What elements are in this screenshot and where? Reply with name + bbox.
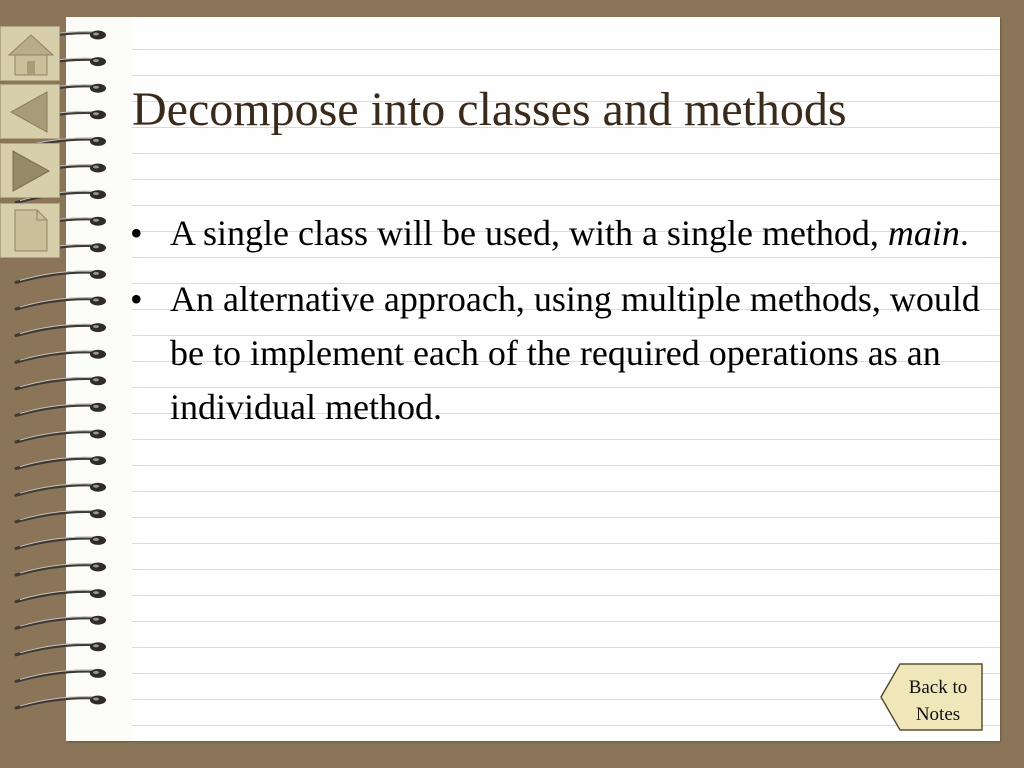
- spiral-ring: [16, 509, 106, 522]
- spiral-ring: [16, 536, 106, 549]
- spiral-ring: [16, 483, 106, 496]
- previous-icon: [1, 85, 59, 138]
- bullet-text-before: An alternative approach, using multiple methods, would be to implement each of the required operations as an individual method.: [170, 279, 980, 427]
- spiral-ring: [16, 616, 106, 629]
- previous-slide-button[interactable]: [0, 84, 60, 139]
- bullet-emphasis: main: [887, 213, 960, 253]
- home-icon: [1, 27, 59, 80]
- bullet-item: [130, 272, 990, 434]
- bullet-list: [130, 206, 990, 446]
- document-button[interactable]: [0, 203, 60, 258]
- bullet-text: [170, 213, 969, 253]
- spiral-ring: [16, 563, 106, 576]
- document-icon: [1, 204, 59, 257]
- spiral-ring: [16, 696, 106, 709]
- spiral-ring: [16, 376, 106, 389]
- spiral-ring: [16, 323, 106, 336]
- bullet-item: [130, 206, 990, 260]
- spiral-ring: [16, 403, 106, 416]
- spiral-ring: [16, 642, 106, 655]
- back-to-notes-button[interactable]: [880, 662, 984, 732]
- back-to-notes-label: [896, 674, 980, 728]
- slide-title: Decompose into classes and methods: [132, 83, 847, 136]
- spiral-ring: [16, 669, 106, 682]
- spiral-ring: [16, 589, 106, 602]
- back-label-line1: Back to: [908, 677, 968, 698]
- spiral-ring: [16, 297, 106, 310]
- next-slide-button[interactable]: [0, 143, 60, 198]
- bullet-text-before: A single class will be used, with a single method,: [170, 213, 888, 253]
- bullet-marker: •: [130, 213, 143, 253]
- bullet-text-after: .: [959, 213, 969, 253]
- bullet-text: [170, 279, 980, 427]
- bullet-marker: •: [130, 279, 143, 319]
- spiral-ring: [16, 350, 106, 363]
- back-label-line2: Notes: [915, 704, 961, 725]
- home-button[interactable]: [0, 26, 60, 81]
- next-icon: [1, 144, 59, 197]
- spiral-ring: [16, 430, 106, 443]
- spiral-ring: [16, 456, 106, 469]
- spiral-ring: [16, 270, 106, 283]
